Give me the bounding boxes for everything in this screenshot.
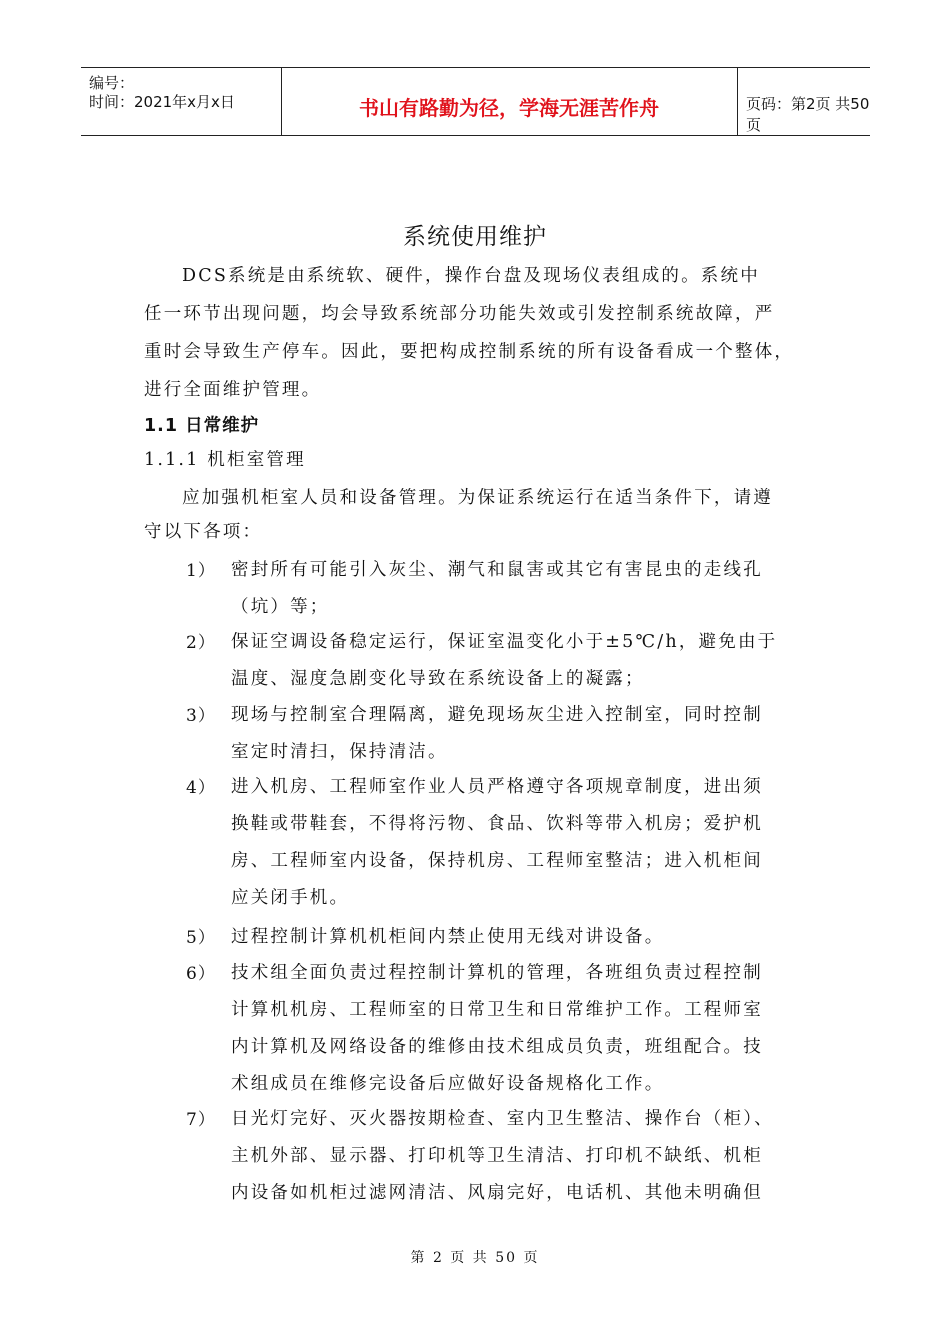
list-item-line: 温度、湿度急剧变化导致在系统设备上的凝露； xyxy=(231,669,645,689)
page-footer: 第 2 页 共 50 页 xyxy=(410,1250,540,1266)
header-motto-cell xyxy=(281,68,738,135)
date-line: 时间：2021年x月x日 xyxy=(89,93,235,111)
list-item-number: 5） xyxy=(186,928,216,948)
list-item-number: 7） xyxy=(186,1110,216,1130)
list-item-line: 现场与控制室合理隔离，避免现场灰尘进入控制室，同时控制 xyxy=(231,705,763,725)
serial-label: 编号： xyxy=(89,74,135,92)
intro-line: 进行全面维护管理。 xyxy=(144,380,322,400)
list-item-line: 术组成员在维修完设备后应做好设备规格化工作。 xyxy=(231,1074,665,1094)
header-table xyxy=(81,67,870,136)
intro-line: DCS系统是由系统软、硬件，操作台盘及现场仪表组成的。系统中 xyxy=(182,266,760,286)
section-heading: 1.1 日常维护 xyxy=(144,416,260,436)
list-item-line: 过程控制计算机机柜间内禁止使用无线对讲设备。 xyxy=(231,927,665,947)
list-item-line: 进入机房、工程师室作业人员严格遵守各项规章制度，进出须 xyxy=(231,777,763,797)
header-page-cell xyxy=(737,68,870,135)
list-item-line: 技术组全面负责过程控制计算机的管理，各班组负责过程控制 xyxy=(231,963,763,983)
list-item-line: 内计算机及网络设备的维修由技术组成员负责，班组配合。技 xyxy=(231,1037,763,1057)
page-info: 页码：第2页 共50页 xyxy=(746,95,870,134)
sub-intro-line: 守以下各项： xyxy=(144,522,263,542)
subsection-heading: 1.1.1 机柜室管理 xyxy=(144,450,306,470)
list-item-line: 计算机机房、工程师室的日常卫生和日常维护工作。工程师室 xyxy=(231,1000,763,1020)
list-item-line: （坑）等； xyxy=(231,597,330,617)
list-item-number: 3） xyxy=(186,706,216,726)
list-item-line: 内设备如机柜过滤网清洁、风扇完好，电话机、其他未明确但 xyxy=(231,1183,763,1203)
header-info-cell xyxy=(81,68,282,135)
document-title: 系统使用维护 xyxy=(403,224,547,250)
list-item-line: 主机外部、显示器、打印机等卫生清洁、打印机不缺纸、机柜 xyxy=(231,1146,763,1166)
motto: 书山有路勤为径，学海无涯苦作舟 xyxy=(359,96,659,120)
list-item-number: 2） xyxy=(186,633,216,653)
list-item-line: 保证空调设备稳定运行，保证室温变化小于±5℃/h，避免由于 xyxy=(231,632,778,652)
list-item-line: 日光灯完好、灭火器按期检查、室内卫生整洁、操作台（柜）、 xyxy=(231,1109,774,1129)
list-item-number: 6） xyxy=(186,964,216,984)
list-item-line: 换鞋或带鞋套，不得将污物、食品、饮料等带入机房；爱护机 xyxy=(231,814,763,834)
list-item-number: 4） xyxy=(186,778,216,798)
list-item-line: 密封所有可能引入灰尘、潮气和鼠害或其它有害昆虫的走线孔 xyxy=(231,560,763,580)
list-item-line: 应关闭手机。 xyxy=(231,888,350,908)
list-item-number: 1） xyxy=(186,561,216,581)
intro-line: 重时会导致生产停车。因此，要把构成控制系统的所有设备看成一个整体， xyxy=(144,342,795,362)
list-item-line: 房、工程师室内设备，保持机房、工程师室整洁；进入机柜间 xyxy=(231,851,763,871)
intro-line: 任一环节出现问题，均会导致系统部分功能失效或引发控制系统故障，严 xyxy=(144,304,775,324)
sub-intro-line: 应加强机柜室人员和设备管理。为保证系统运行在适当条件下，请遵 xyxy=(182,488,773,508)
list-item-line: 室定时清扫，保持清洁。 xyxy=(231,742,448,762)
